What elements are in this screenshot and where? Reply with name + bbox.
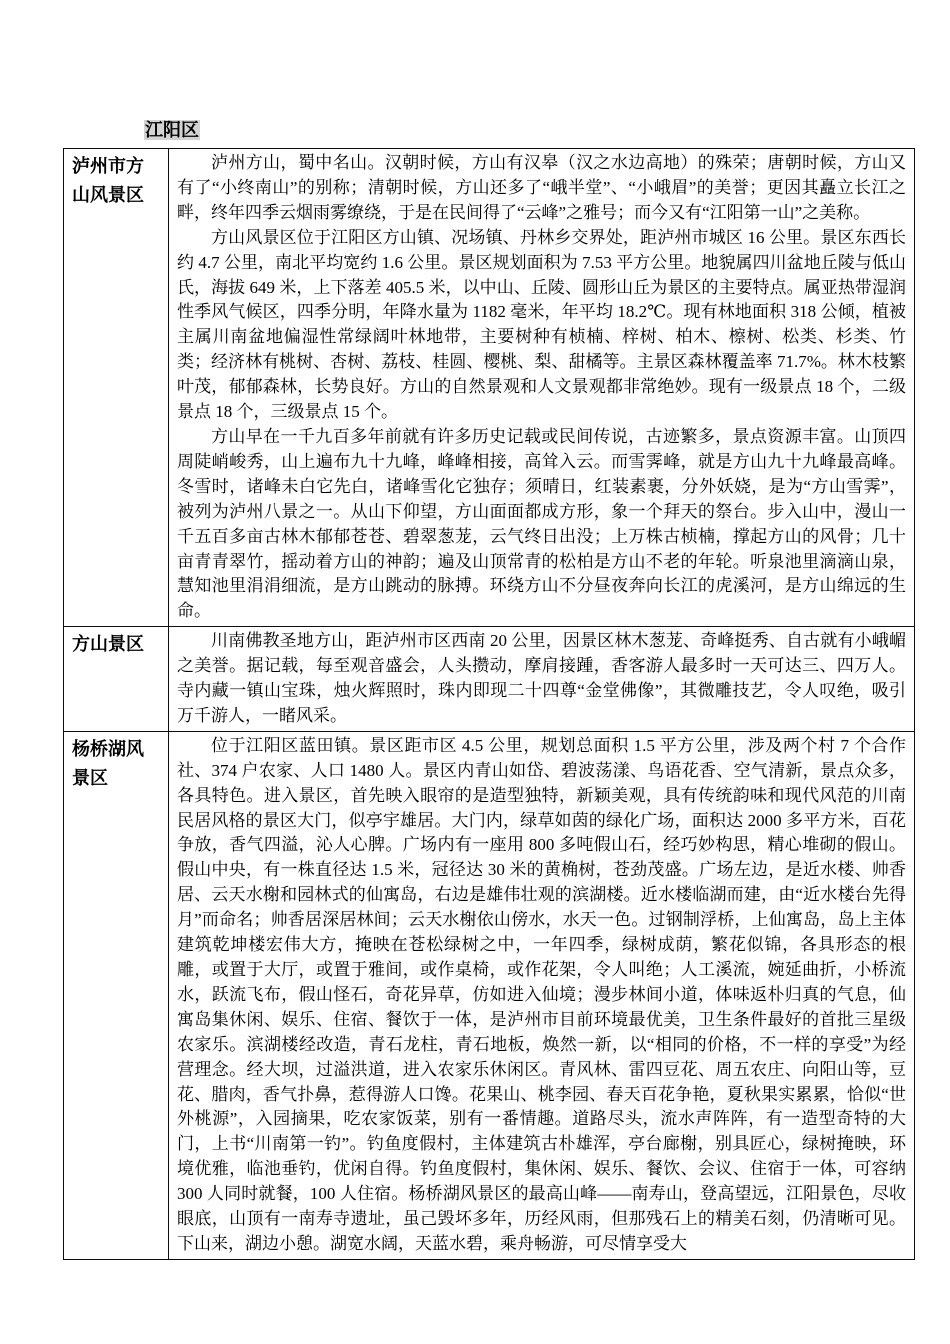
row-label: 杨桥湖风景区 [72, 738, 144, 788]
row-content-cell [169, 731, 915, 1259]
paragraph: 方山早在一千九百多年前就有许多历史记载或民间传说，古迹繁多，景点资源丰富。山顶四周陡峭峻秀，山上遍布九十九峰，峰峰相接，高耸入云。而雪霁峰，就是方山九十九峰最高峰。冬雪时，诸峰未白它先白，诸峰雪化它独存；须晴日，红装素裹，分外妖娆，是为“方山雪霁”，被列为泸州八景之一。从山下仰望，方山面面都成方形，象一个拜天的祭台。步入山中，漫山一千五百多亩古林木郁郁苍苍、碧翠葱茏，云气终日出没；上万株古桢楠，撑起方山的风骨；几十亩青青翠竹，摇动着方山的神韵；遍及山顶常青的松柏是方山不老的年轮。听泉池里滴滴山泉，慧知池里涓涓细流，是方山跳动的脉搏。环绕方山不分昼夜奔向长江的虎溪河，是方山绵远的生命。 [177, 426, 906, 621]
paragraph: 方山风景区位于江阳区方山镇、况场镇、丹林乡交界处，距泸州市城区 16 公里。景区东西长约 4.7 公里，南北平均宽约 1.6 公里。景区规划面积为 7.53 平方公里。地貌属四川盆地丘陵与低山氏，海拔 649 米，上下落差 405.5 米，以中山、丘陵、圆形山丘为景区的主要特点。属亚热带湿润性季风气候区，四季分明，年降水量为 1182 毫米，年平均 18.2℃。现有林地面积 318 公倾，植被主属川南盆地偏湿性常绿阔叶林地带，主要树种有桢楠、梓树、柏木、檫树、松类、杉类、竹类；经济林有桃树、杏树、荔枝、桂圆、樱桃、梨、甜橘等。主景区森林覆盖率 71.7%。林木枝繁叶茂，郁郁森林，长势良好。方山的自然景观和人文景观都非常绝妙。现有一级景点 18 个，二级景点 18 个，三级景点 15 个。 [177, 227, 906, 422]
table-row-fangshan-area [64, 627, 915, 732]
section-title [144, 118, 200, 142]
row-content-cell [169, 149, 915, 627]
table-row-fangshan-scenic-area [64, 149, 915, 627]
row-label-cell [64, 149, 169, 627]
row-label: 方山景区 [72, 634, 144, 655]
table-row-yangqiao-lake [64, 731, 915, 1259]
row-content-cell [169, 627, 915, 732]
section-title-text: 江阳区 [145, 120, 199, 140]
paragraph: 川南佛教圣地方山，距泸州市区西南 20 公里，因景区林木葱茏、奇峰挺秀、自古就有小峨嵋之美誉。据记载，每至观音盛会，人头攒动，摩肩接踵，香客游人最多时一天可达三、四万人。寺内藏一镇山宝珠，烛火辉照时，珠内即现二十四尊“金堂佛像”，其微雕技艺，令人叹绝，吸引万千游人，一睹风采。 [177, 631, 906, 725]
paragraph: 位于江阳区蓝田镇。景区距市区 4.5 公里，规划总面积 1.5 平方公里，涉及两个村 7 个合作社、374 户农家、人口 1480 人。景区内青山如岱、碧波荡漾、鸟语花香、空气清新，景点众多，各具特色。进入景区，首先映入眼帘的是造型独特，新颖美观，具有传统韵味和现代风范的川南民居风格的景区大门，似亭宇雄居。大门内，绿草如茵的绿化广场，面积达 2000 多平方米，百花争放，香气四溢，沁人心脾。广场内有一座用 800 多吨假山石，经巧妙构思，精心堆砌的假山。假山中央，有一株直径达 1.5 米，冠径达 30 米的黄桷树，苍劲茂盛。广场左边，是近水楼、帅香居、云天水榭和园林式的仙寓岛，右边是雄伟壮观的滨湖楼。近水楼临湖而建，由“近水楼台先得月”而命名；帅香居深居林间；云天水榭依山傍水，水天一色。过钢制浮桥，上仙寓岛，岛上主体建筑乾坤楼宏伟大方，掩映在苍松绿树之中，一年四季，绿树成荫，繁花似锦，各具形态的根雕，或置于大厅，或置于雅间，或作桌椅，或作花架，令人叫绝；人工溪流，婉延曲折，小桥流水，跃流飞布，假山怪石，奇花异草，仿如进入仙境；漫步林间小道，体味返朴归真的气息，仙寓岛集休闲、娱乐、住宿、餐饮于一体，是泸州市目前环境最优美，卫生条件最好的首批三星级农家乐。滨湖楼经改造，青石龙柱，青石地板，焕然一新，以“相同的价格，不一样的享受”为经营理念。经大坝，过溢洪道，进入农家乐休闲区。青风林、雷四豆花、周五农庄、向阳山等，豆花、腊肉，香气扑鼻，惹得游人口馋。花果山、桃李园、春天百花争艳，夏秋果实累累，恰似“世外桃源”，入园摘果，吃农家饭菜，别有一番情趣。道路尽头，流水声阵阵，有一造型奇特的大门，上书“川南第一钓”。钓鱼度假村，主体建筑古朴雄浑，亭台廊榭，别具匠心，绿树掩映，环境优雅，临池垂钓，优闲自得。钓鱼度假村，集休闲、娱乐、餐饮、会议、住宿于一体，可容纳 300 人同时就餐，100 人住宿。杨桥湖风景区的最高山峰——南寿山，登高望远，江阳景色，尽收眼底，山顶有一南寿寺遗址，虽己毁坏多年，历经风雨，但那残石上的精美石刻，仍清晰可见。下山来，湖边小憩。湖宽水阔，天蓝水碧，乘舟畅游，可尽情享受大 [177, 735, 906, 1253]
row-label: 泸州市方山风景区 [72, 156, 144, 205]
scenic-areas-table [63, 148, 915, 1260]
row-label-cell [64, 731, 169, 1259]
paragraph: 泸州方山，蜀中名山。汉朝时候，方山有汉皋（汉之水边高地）的殊荣；唐朝时候，方山又有了“小终南山”的别称；清朝时候，方山还多了“峨半堂”、“小峨眉”的美誉；更因其矗立长江之畔，终年四季云烟雨雾缭绕，于是在民间得了“云峰”之雅号；而今又有“江阳第一山”之美称。 [177, 153, 906, 222]
row-label-cell [64, 627, 169, 732]
